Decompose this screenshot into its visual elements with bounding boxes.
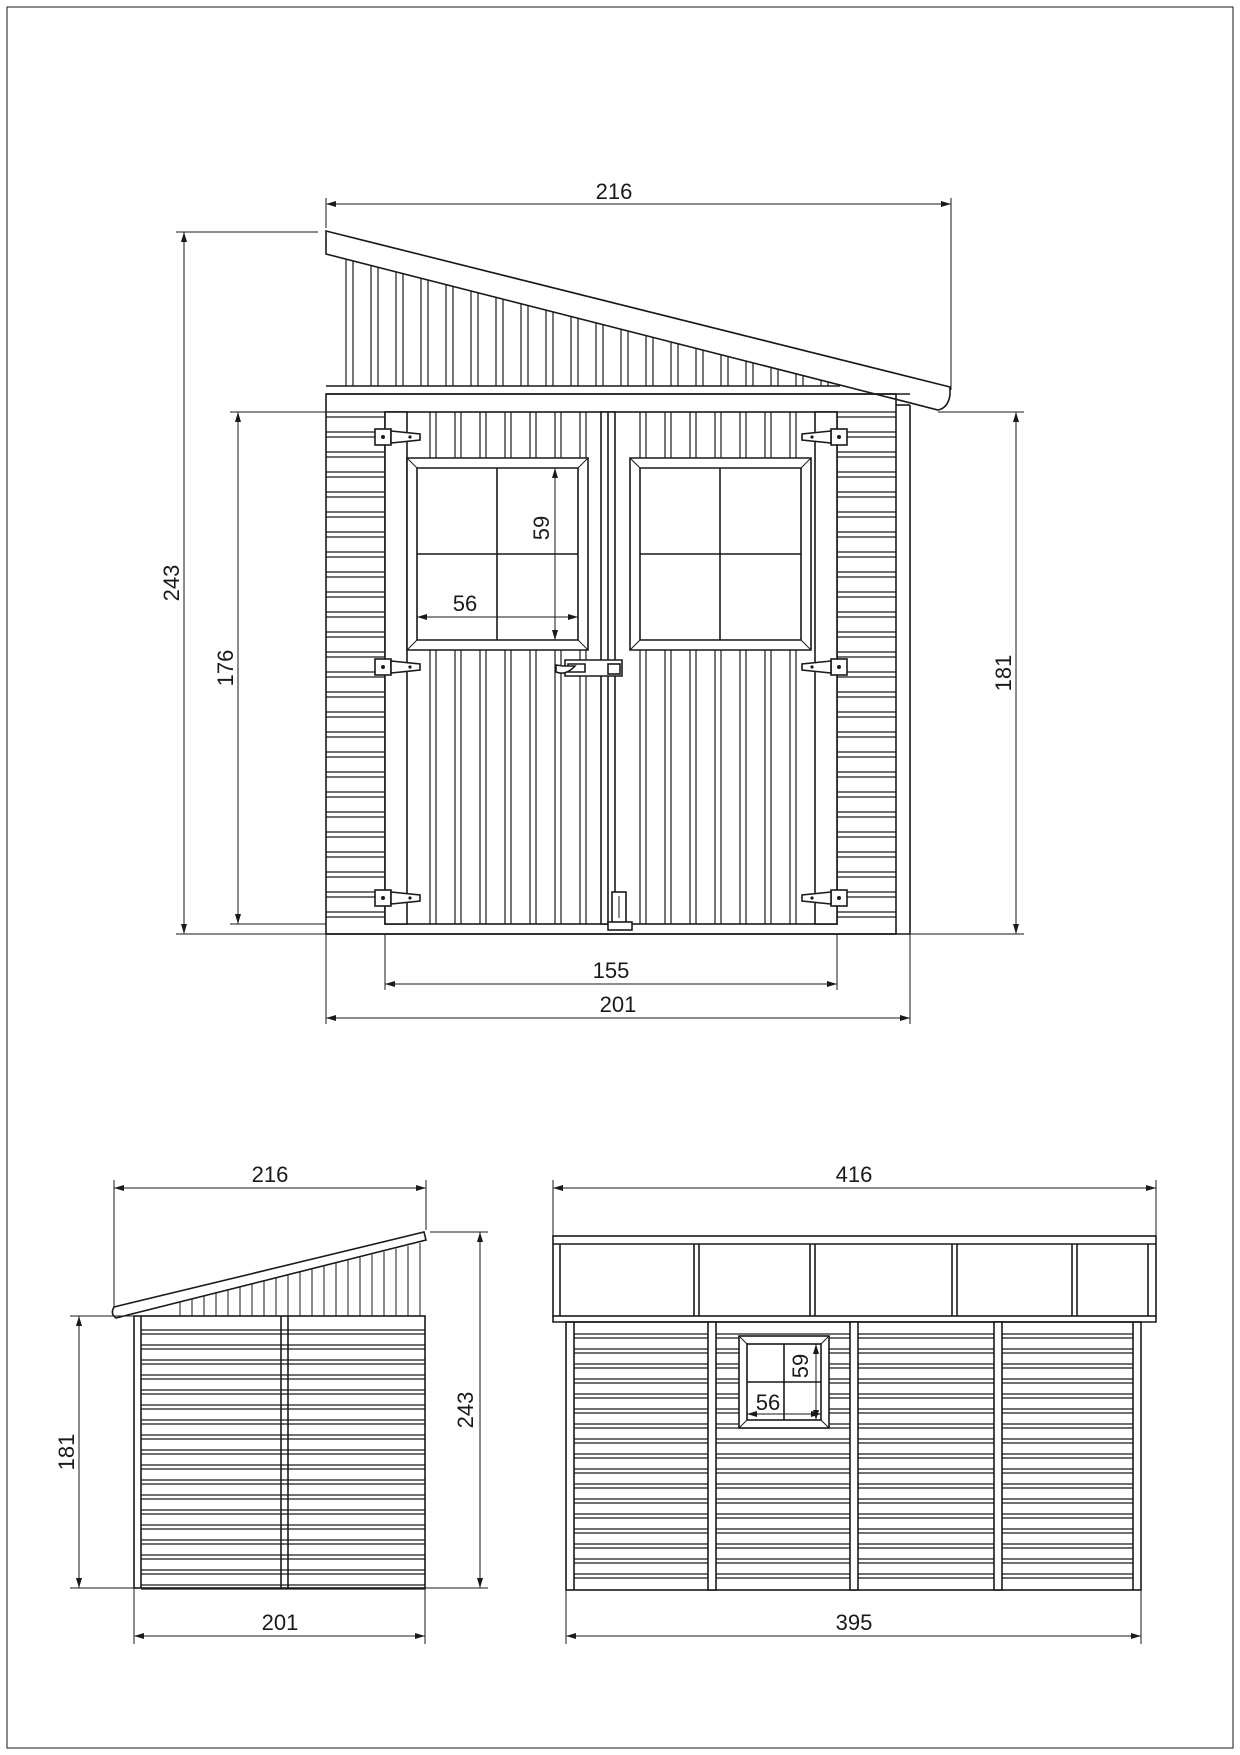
long-roof — [553, 1236, 1156, 1316]
side-wall-height-label: 181 — [54, 1433, 79, 1471]
long-window-height-label: 59 — [788, 1353, 813, 1379]
door-window-left — [407, 458, 588, 650]
side-view — [112, 1232, 426, 1589]
side-roof — [112, 1232, 426, 1318]
long-wall-length-label: 395 — [835, 1610, 873, 1635]
long-window-width-label: 56 — [755, 1390, 781, 1415]
front-roof-width-label: 216 — [595, 179, 633, 204]
door-window-right — [630, 458, 811, 650]
side-total-height-label: 243 — [453, 1391, 478, 1429]
front-door-height-label: 176 — [213, 649, 238, 687]
front-wall-width-label: 201 — [599, 992, 637, 1017]
side-wall-width-label: 201 — [261, 1610, 299, 1635]
front-wall-height-label: 181 — [991, 654, 1016, 692]
front-window-width-label: 56 — [452, 591, 478, 616]
front-window-height-label: 59 — [529, 515, 554, 541]
front-roof — [326, 231, 950, 410]
front-view — [326, 231, 950, 934]
front-door-width-label: 155 — [592, 958, 630, 983]
front-total-height-label: 243 — [159, 564, 184, 602]
side-roof-width-label: 216 — [251, 1162, 289, 1187]
side-wall — [134, 1316, 425, 1588]
side-gable-boards — [180, 1243, 420, 1316]
door-latch — [556, 660, 622, 676]
long-side-view — [553, 1236, 1156, 1590]
long-roof-length-label: 416 — [835, 1162, 873, 1187]
side-wall-boards — [141, 1330, 425, 1589]
